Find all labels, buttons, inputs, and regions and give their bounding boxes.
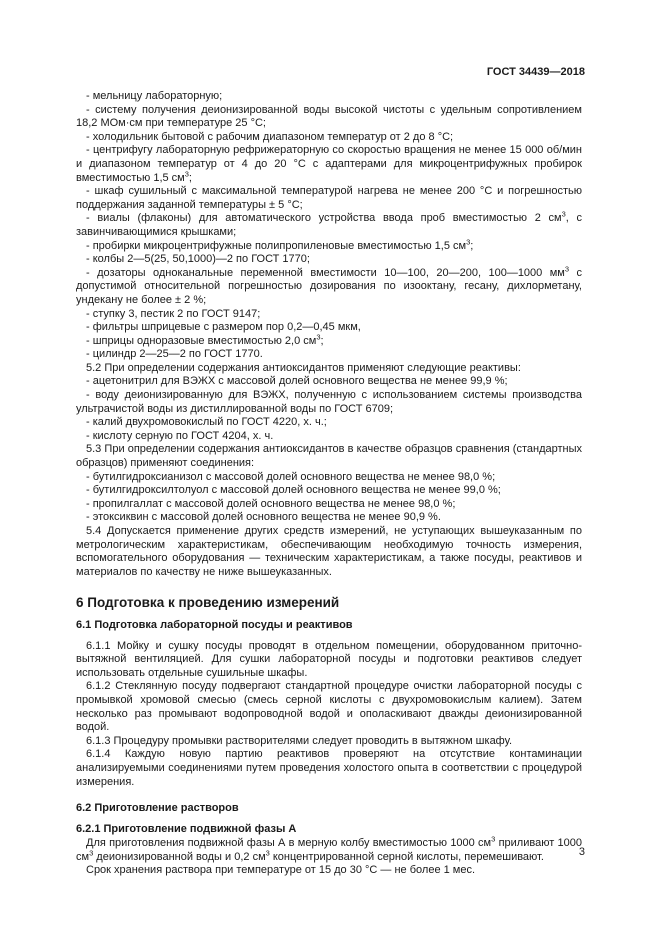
- paragraph: - систему получения деионизированной воды высокой чистоты с удельным сопротивлением 18,2 МОм·см при температуре 25 °С;: [76, 103, 582, 130]
- paragraph: - фильтры шприцевые с размером пор 0,2—0,45 мкм,: [86, 321, 361, 334]
- page-body: [76, 90, 582, 878]
- paragraph: - ступку 3, пестик 2 по ГОСТ 9147;: [86, 307, 261, 320]
- paragraph-6-1-2: 6.1.2 Стеклянную посуду подвергают стандартной процедуре очистки лабораторной посуды с промывкой хромовой смесью (смесь серной кислоты с двухромовокислым калием). Затем несколько раз промывают водопроводной водой и ополаскивают дважды деионизированной водой.: [76, 680, 582, 734]
- paragraph: - пробирки микроцентрифужные полипропиленовые вместимостью 1,5 $см^3$;: [86, 236, 474, 252]
- paragraph: 5.2 При определении содержания антиоксидантов применяют следующие реактивы:: [86, 361, 521, 374]
- subsection-6-2-1-title: 6.2.1 Приготовление подвижной фазы А: [76, 822, 297, 835]
- paragraph: - виалы (флаконы) для автоматического устройства ввода проб вместимостью 2 $см^3$, с завинчивающимися крышками;: [76, 209, 582, 238]
- paragraph: - бутилгидроксианизол с массовой долей основного вещества не менее 98,0 %;: [86, 470, 496, 483]
- subsection-6-1-title: 6.1 Подготовка лабораторной посуды и реактивов: [76, 618, 353, 631]
- paragraph: - цилиндр 2—25—2 по ГОСТ 1770.: [86, 348, 263, 361]
- paragraph: - шкаф сушильный с максимальной температурой нагрева не менее 200 °С и погрешностью поддержания заданной температуры ± 5 °С;: [76, 185, 582, 211]
- paragraph: 5.3 При определении содержания антиоксидантов в качестве образцов сравнения (стандартных образцов) применяют соединения:: [76, 443, 582, 470]
- paragraph: - холодильник бытовой с рабочим диапазоном температур от 2 до 8 °С;: [86, 130, 454, 143]
- document-code: ГОСТ 34439—2018: [486, 66, 585, 78]
- paragraph: - воду деионизированную для ВЭЖХ, полученную с использованием системы производства ультрачистой воды из дистиллированной воды по ГОСТ 6709;: [76, 389, 582, 415]
- paragraph: 5.4 Допускается применение других средств измерений, не уступающих вышеуказанным по метрологическим характеристикам, обеспечивающим необходимую точность измерения, вспомогательного оборудования — техническим характеристикам, а также посуды, реактивов и материалов по качеству не ниже вышеуказанных.: [76, 525, 582, 578]
- paragraph: - мельницу лабораторную;: [86, 90, 223, 102]
- subsection-6-2-title: 6.2 Приготовление растворов: [76, 802, 239, 815]
- paragraph: - дозаторы одноканальные переменной вместимости 10—100, 20—200, 100—1000 $мм^3$ с допустимой относительной погрешностью дозирования по изооктану, гесану, дихлорметану, ундекану не более ± 2 %;: [76, 264, 583, 306]
- paragraph: - калий двухромовокислый по ГОСТ 4220, х. ч.;: [86, 416, 327, 429]
- paragraph-6-1-1: 6.1.1 Мойку и сушку посуды проводят в отдельном помещении, оборудованном приточно-вытяжной вентиляцией. Для сушки лабораторной посуды и подготовки реактивов следует использовать отдельные сушильные шкафы.: [76, 639, 582, 679]
- paragraph: - ацетонитрил для ВЭЖХ с массовой долей основного вещества не менее 99,9 %;: [86, 375, 508, 388]
- paragraph: - пропилгаллат с массовой долей основного вещества не менее 98,0 %;: [86, 497, 456, 510]
- paragraph: - центрифугу лабораторную рефрижераторную со скоростью вращения не менее 15 000 об/мин и диапазоном температур от 4 до 20 °С с адаптерами для микроцентрифужных пробирок вместимостью 1,5 $см^3$;: [76, 144, 582, 184]
- paragraph: - бутилгидроксилтолуол с массовой долей основного вещества не менее 99,0 %;: [86, 484, 501, 497]
- paragraph: - шприцы одноразовые вместимостью 2,0 $см^3$;: [86, 332, 324, 347]
- paragraph-list: [76, 90, 582, 579]
- paragraph-6-1-3: 6.1.3 Процедуру промывки растворителями следует проводить в вытяжном шкафу.: [86, 734, 513, 747]
- paragraph-6-2-1-b: Срок хранения раствора при температуре от 15 до 30 °С — не более 1 мес.: [86, 864, 476, 877]
- paragraph: - кислоту серную по ГОСТ 4204, х. ч.: [86, 429, 274, 442]
- paragraph: - колбы 2—5(25, 50,1000)—2 по ГОСТ 1770;: [86, 253, 310, 266]
- paragraph-6-1-4: 6.1.4 Каждую новую партию реактивов проверяют на отсутствие контаминации анализируемыми соединениями путем проведения холостого опыта в соответствии с процедурой измерения.: [76, 748, 582, 788]
- paragraph: - этоксиквин с массовой долей основного вещества не менее 90,9 %.: [86, 511, 441, 524]
- paragraph-6-2-1-a: Для приготовления подвижной фазы А в мерную колбу вместимостью 1000 $см^3$ приливают 1000 $см^3$ деионизированной воды и 0,2 $см^3$ концентрированной серной кислоты, перемешивают.: [76, 834, 582, 863]
- page-number: 3: [578, 846, 585, 858]
- section-6-title: 6 Подготовка к проведению измерений: [76, 595, 340, 611]
